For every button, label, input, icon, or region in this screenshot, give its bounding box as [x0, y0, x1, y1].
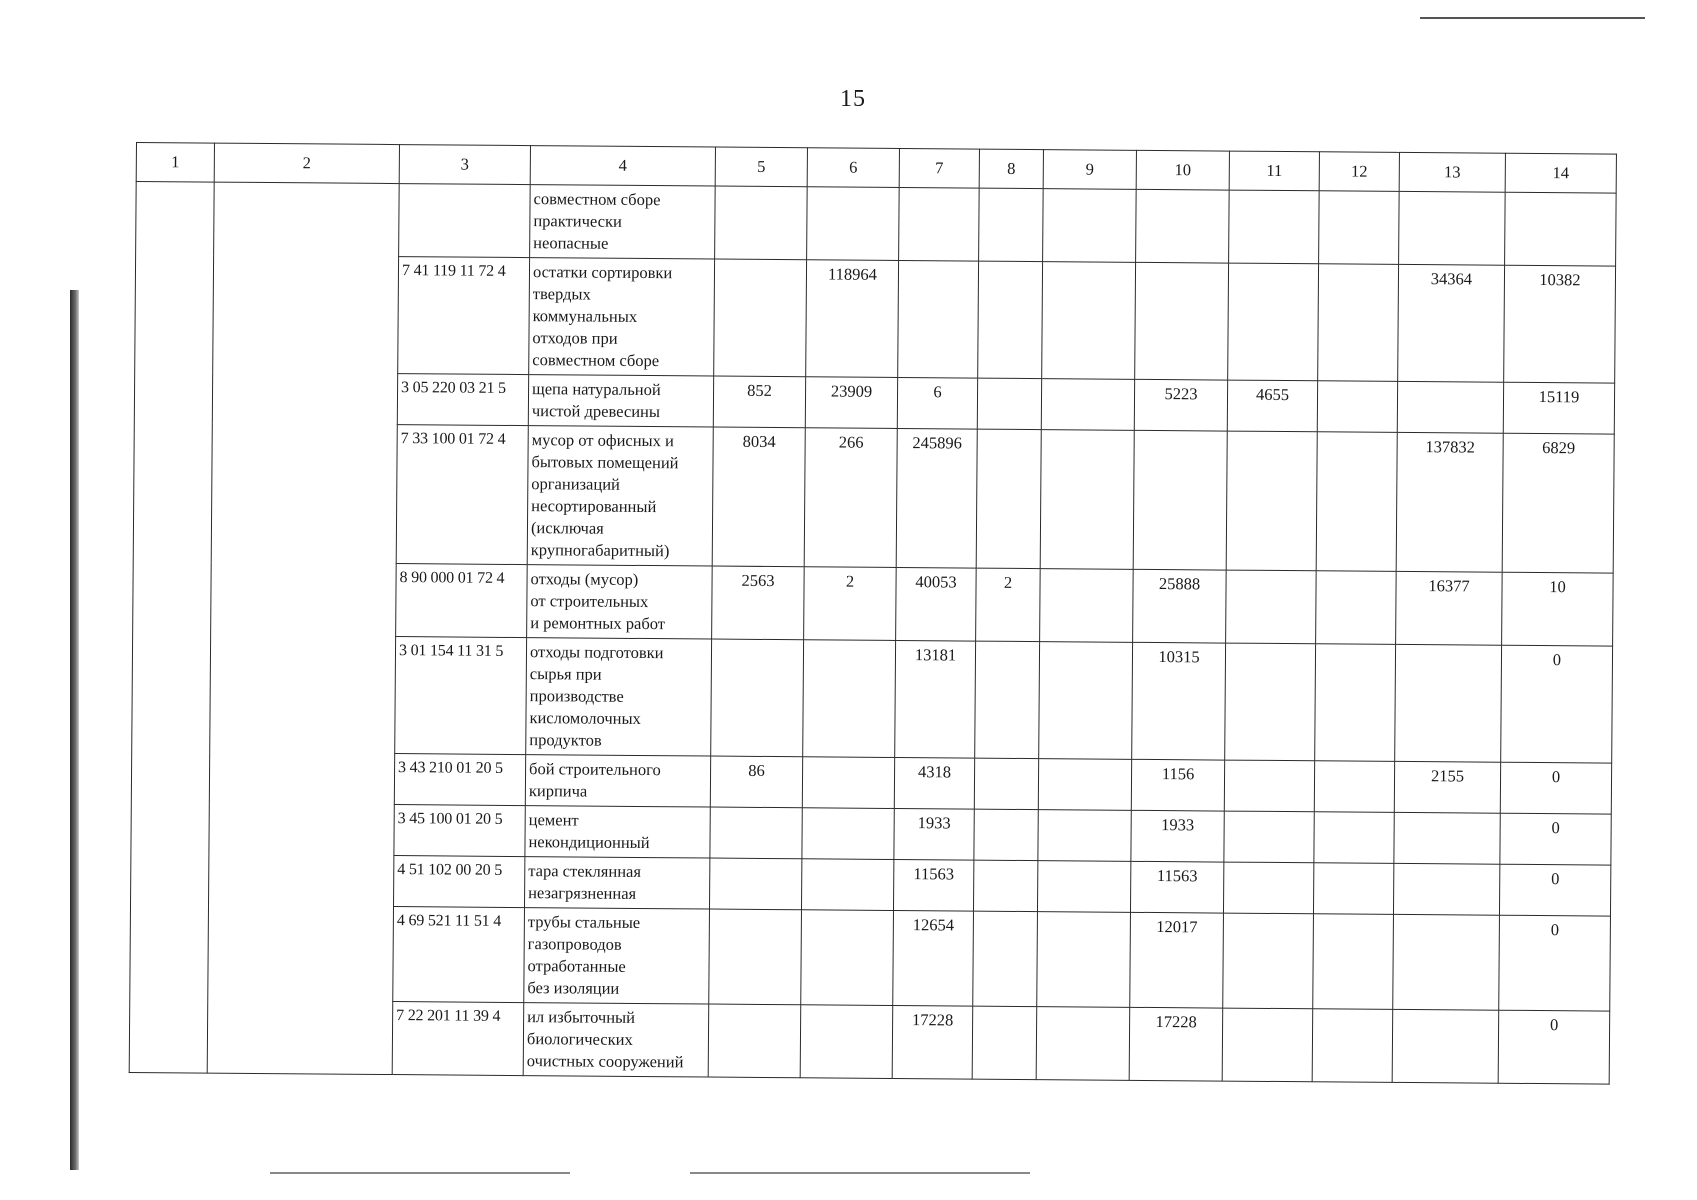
column-number-2: 2 [214, 143, 399, 183]
waste-code-cell: 7 41 119 11 72 4 [398, 257, 530, 375]
value-cell-col-13 [1393, 863, 1499, 915]
waste-code-cell: 4 51 102 00 20 5 [394, 856, 525, 908]
value-cell-col-12 [1319, 191, 1400, 265]
value-cell-col-11 [1222, 1008, 1313, 1082]
value-cell-col-10: 1156 [1131, 759, 1224, 811]
waste-name-line: ил избыточный [527, 1007, 636, 1027]
value-cell-col-5 [709, 909, 802, 1005]
waste-name-line: некондиционный [528, 832, 650, 853]
waste-code-cell: 3 43 210 01 20 5 [394, 754, 525, 806]
waste-name-line: производстве [529, 686, 624, 706]
value-cell-col-10 [1136, 189, 1230, 263]
value-cell-col-11: 4655 [1227, 380, 1317, 432]
column-1-cell [129, 182, 214, 1074]
value-cell-col-7: 40053 [896, 567, 977, 641]
waste-name-line: совместном сборе [532, 350, 660, 371]
waste-code-cell: 7 33 100 01 72 4 [396, 425, 528, 565]
value-cell-col-5 [714, 259, 807, 377]
waste-name-cell [524, 857, 709, 909]
column-2-cell [207, 182, 399, 1074]
column-number-9: 9 [1043, 150, 1136, 190]
value-cell-col-14: 0 [1499, 864, 1610, 916]
value-cell-col-7: 11563 [893, 859, 973, 911]
waste-name-line: незагрязненная [528, 883, 637, 903]
value-cell-col-6: 266 [804, 428, 897, 568]
value-cell-col-6 [802, 808, 894, 860]
value-cell-col-5 [710, 807, 802, 859]
value-cell-col-12 [1314, 761, 1394, 813]
value-cell-col-12 [1314, 812, 1394, 864]
value-cell-col-10: 11563 [1130, 861, 1223, 913]
value-cell-col-8 [975, 641, 1040, 758]
value-cell-col-14: 0 [1499, 915, 1611, 1011]
waste-name-cell [523, 1003, 709, 1077]
column-number-5: 5 [715, 147, 807, 187]
value-cell-col-10 [1133, 430, 1227, 570]
waste-code-cell: 8 90 000 01 72 4 [396, 564, 528, 638]
waste-name-cell [525, 806, 710, 858]
value-cell-col-8 [979, 188, 1044, 262]
value-cell-col-8 [972, 1006, 1037, 1080]
value-cell-col-6 [803, 640, 896, 758]
waste-name-line: цемент [528, 810, 579, 830]
waste-name-line: без изоляции [527, 978, 620, 998]
waste-name-line: остатки сортировки [532, 262, 673, 283]
waste-name-line: бытовых помещений [531, 452, 679, 473]
waste-name-line: твердых [532, 284, 591, 304]
value-cell-col-10: 1933 [1131, 810, 1224, 862]
waste-name-line: организаций [531, 474, 620, 494]
value-cell-col-11 [1223, 913, 1314, 1009]
value-cell-col-5 [709, 858, 801, 910]
value-cell-col-12 [1313, 863, 1393, 915]
waste-name-line: отработанные [527, 956, 626, 976]
value-cell-col-11 [1223, 862, 1313, 914]
waste-code-cell: 4 69 521 11 51 4 [393, 907, 525, 1003]
value-cell-col-14: 0 [1501, 645, 1613, 763]
column-number-10: 10 [1136, 150, 1229, 190]
value-cell-col-12 [1316, 432, 1397, 572]
value-cell-col-13: 137832 [1396, 432, 1503, 572]
value-cell-col-11 [1228, 263, 1319, 381]
column-number-1: 1 [136, 143, 214, 183]
waste-name-cell [530, 185, 716, 259]
waste-name-line: газопроводов [527, 934, 622, 954]
value-cell-col-5: 852 [713, 376, 805, 428]
value-cell-col-9 [1038, 810, 1131, 862]
value-cell-col-9 [1039, 642, 1133, 760]
value-cell-col-7: 4318 [894, 757, 974, 809]
waste-name-line: и ремонтных работ [530, 613, 666, 634]
table-body [129, 182, 1616, 1085]
value-cell-col-10: 12017 [1130, 912, 1224, 1008]
waste-name-line: сырья при [529, 664, 602, 684]
value-cell-col-13 [1393, 914, 1500, 1010]
value-cell-col-13 [1394, 812, 1500, 864]
value-cell-col-13 [1395, 644, 1502, 762]
value-cell-col-9 [1043, 189, 1137, 263]
value-cell-col-11 [1226, 431, 1317, 571]
value-cell-col-12 [1316, 571, 1397, 645]
value-cell-col-8 [973, 860, 1037, 912]
waste-code-cell: 3 01 154 11 31 5 [395, 637, 527, 755]
value-cell-col-9 [1038, 759, 1131, 811]
value-cell-col-10: 5223 [1134, 379, 1227, 431]
waste-code-cell: 7 22 201 11 39 4 [392, 1002, 524, 1076]
value-cell-col-12 [1313, 914, 1394, 1010]
waste-name-cell [526, 638, 712, 756]
value-cell-col-13 [1392, 1009, 1499, 1083]
column-number-3: 3 [399, 145, 530, 185]
value-cell-col-6 [801, 859, 893, 911]
value-cell-col-5 [708, 1004, 801, 1078]
value-cell-col-7: 13181 [895, 640, 976, 758]
value-cell-col-6 [807, 187, 900, 261]
value-cell-col-14: 10 [1502, 572, 1614, 646]
table-row [136, 182, 1617, 267]
value-cell-col-6: 118964 [806, 260, 899, 378]
page-number: 15 [840, 86, 866, 112]
waste-name-line: кисломолочных [529, 708, 641, 728]
waste-name-line: продуктов [529, 730, 602, 750]
waste-name-line: практически [533, 211, 622, 231]
column-number-8: 8 [979, 149, 1043, 189]
waste-code-cell: 3 05 220 03 21 5 [397, 374, 528, 426]
value-cell-col-5: 8034 [712, 427, 805, 567]
value-cell-col-7: 17228 [892, 1005, 973, 1079]
value-cell-col-14: 0 [1500, 762, 1611, 814]
column-number-13: 13 [1399, 152, 1505, 192]
waste-name-cell [528, 375, 713, 427]
value-cell-col-13 [1399, 191, 1506, 265]
value-cell-col-11 [1224, 811, 1314, 863]
value-cell-col-11 [1229, 190, 1320, 264]
value-cell-col-11 [1225, 643, 1316, 761]
value-cell-col-14: 0 [1498, 1010, 1610, 1084]
waste-code-cell [399, 184, 531, 258]
value-cell-col-14: 6829 [1502, 433, 1614, 573]
value-cell-col-9 [1037, 861, 1130, 913]
value-cell-col-10: 17228 [1129, 1007, 1223, 1081]
value-cell-col-7: 245896 [896, 428, 977, 568]
waste-name-cell [525, 755, 710, 807]
value-cell-col-9 [1041, 379, 1134, 431]
value-cell-col-5: 2563 [712, 566, 805, 640]
value-cell-col-5 [715, 186, 808, 260]
waste-name-line: неопасные [533, 233, 609, 253]
waste-name-line: отходов при [532, 328, 618, 348]
value-cell-col-8 [973, 911, 1038, 1006]
value-cell-col-5: 86 [710, 756, 802, 808]
column-number-11: 11 [1229, 151, 1319, 191]
value-cell-col-13: 2155 [1394, 761, 1500, 813]
waste-name-line: отходы (мусор) [530, 569, 639, 589]
value-cell-col-8 [974, 758, 1038, 810]
waste-name-line: тара стеклянная [528, 861, 642, 881]
scan-artifact-bottom-rule [690, 1172, 1030, 1174]
value-cell-col-12 [1317, 381, 1397, 433]
waste-name-line: несортированный [531, 496, 657, 517]
column-number-4: 4 [530, 146, 715, 186]
value-cell-col-9 [1040, 569, 1134, 643]
waste-name-line: отходы подготовки [529, 642, 664, 663]
waste-name-cell [527, 426, 713, 566]
value-cell-col-10: 25888 [1133, 569, 1227, 643]
waste-name-line: совместном сборе [533, 189, 661, 210]
value-cell-col-10 [1135, 262, 1229, 380]
waste-name-line: чистой древесины [531, 401, 661, 422]
value-cell-col-8 [978, 261, 1043, 378]
waste-name-cell [524, 908, 710, 1004]
value-cell-col-9 [1036, 1007, 1130, 1081]
value-cell-col-12 [1315, 644, 1396, 762]
value-cell-col-14: 10382 [1504, 265, 1616, 383]
waste-name-line: бой строительного [529, 759, 661, 780]
waste-name-line: от строительных [530, 591, 649, 612]
waste-name-cell [527, 565, 713, 639]
value-cell-col-12 [1312, 1009, 1393, 1083]
scan-artifact-binding-edge [70, 290, 79, 1170]
column-number-14: 14 [1505, 153, 1616, 193]
value-cell-col-9 [1040, 430, 1134, 570]
value-cell-col-8 [974, 809, 1038, 861]
value-cell-col-14: 15119 [1503, 382, 1614, 434]
value-cell-col-7: 12654 [893, 910, 974, 1006]
scan-artifact-bottom-rule [270, 1172, 570, 1174]
value-cell-col-11 [1224, 760, 1314, 812]
value-cell-col-6 [801, 910, 894, 1006]
value-cell-col-8 [976, 429, 1041, 568]
value-cell-col-5 [711, 639, 804, 757]
value-cell-col-8: 2 [976, 568, 1041, 642]
value-cell-col-13: 34364 [1398, 264, 1505, 382]
value-cell-col-10: 10315 [1132, 642, 1226, 760]
value-cell-col-7 [898, 260, 979, 378]
waste-code-cell: 3 45 100 01 20 5 [394, 805, 525, 857]
waste-name-line: щепа натуральной [532, 379, 661, 400]
value-cell-col-14: 0 [1500, 813, 1611, 865]
value-cell-col-6: 2 [804, 567, 897, 641]
value-cell-col-6 [800, 1005, 893, 1079]
waste-name-line: кирпича [528, 781, 588, 801]
waste-name-line: биологических [526, 1029, 633, 1049]
waste-name-cell [529, 258, 715, 376]
scan-artifact-top-rule [1420, 17, 1645, 19]
value-cell-col-14 [1505, 192, 1617, 266]
value-cell-col-13 [1397, 381, 1503, 433]
waste-name-line: очистных сооружений [526, 1051, 684, 1072]
value-cell-col-6 [802, 757, 894, 809]
value-cell-col-7: 6 [897, 377, 977, 429]
value-cell-col-6: 23909 [805, 377, 897, 429]
value-cell-col-12 [1318, 264, 1399, 382]
waste-registry-table [129, 142, 1617, 1085]
value-cell-col-9 [1042, 262, 1136, 380]
waste-name-line: трубы стальные [527, 912, 641, 932]
value-cell-col-13: 16377 [1396, 571, 1503, 645]
waste-name-line: коммунальных [532, 306, 638, 326]
waste-name-line: (исключая [530, 518, 604, 538]
column-number-7: 7 [899, 148, 979, 188]
waste-name-line: крупногабаритный) [530, 540, 670, 561]
waste-name-line: мусор от офисных и [531, 430, 674, 451]
column-number-6: 6 [807, 148, 899, 188]
value-cell-col-9 [1037, 912, 1131, 1008]
value-cell-col-7 [899, 187, 980, 261]
value-cell-col-7: 1933 [894, 808, 974, 860]
value-cell-col-8 [977, 378, 1041, 430]
value-cell-col-11 [1226, 570, 1317, 644]
column-number-12: 12 [1319, 152, 1399, 192]
